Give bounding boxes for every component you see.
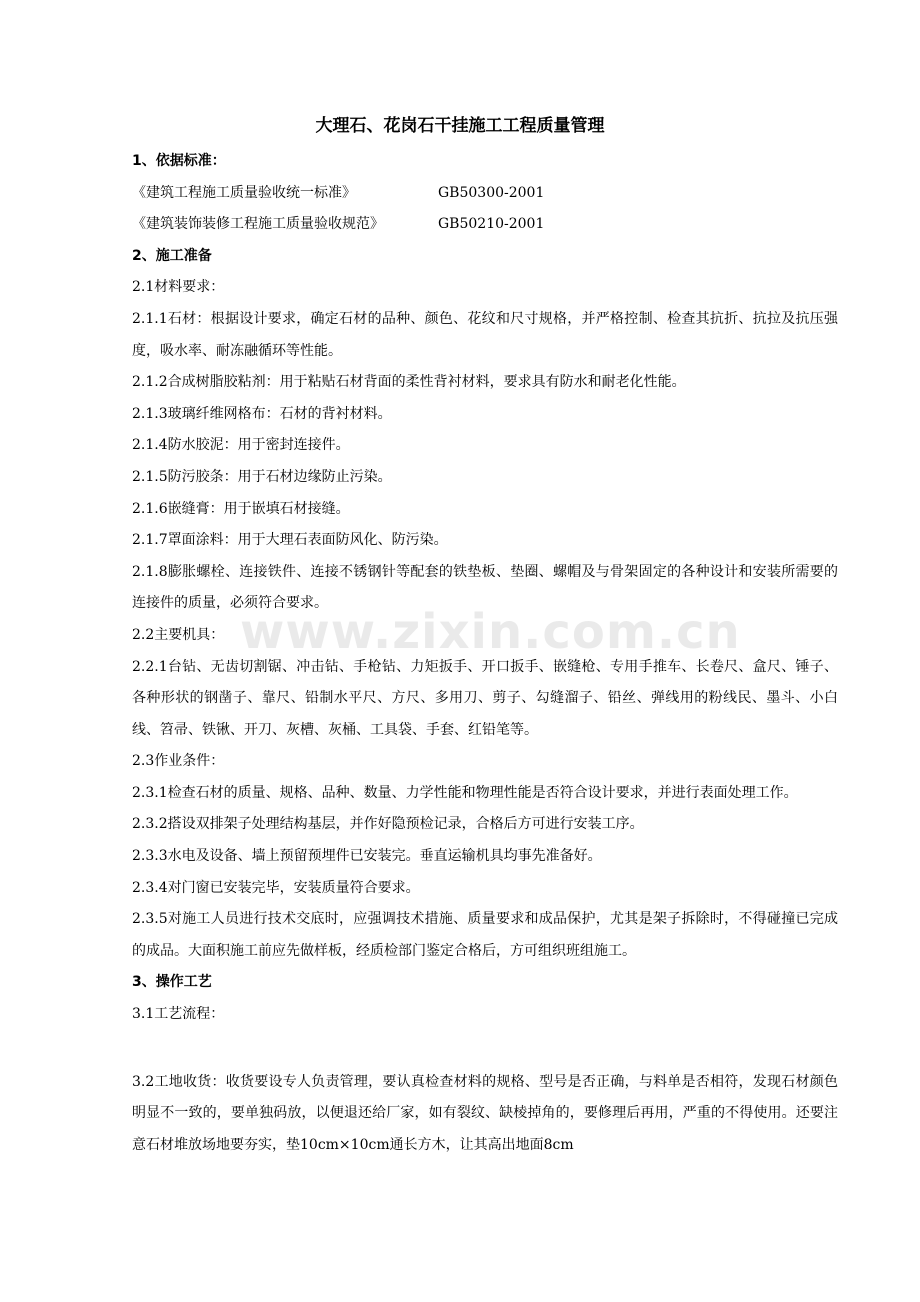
section-1-heading: 1、依据标准：: [132, 153, 226, 169]
paragraph-2-1-2: 2.1.2合成树脂胶粘剂：用于粘贴石材背面的柔性背衬材料，要求具有防水和耐老化性能。: [132, 374, 686, 391]
subsection-3-1-heading: 3.1工艺流程：: [132, 1006, 225, 1023]
paragraph-2-1-3: 2.1.3玻璃纤维网格布：石材的背衬材料。: [132, 405, 392, 422]
standard-code: GB50300-2001: [438, 184, 545, 201]
paragraph-3-2: 3.2工地收货：收货要设专人负责管理，要认真检查材料的规格、型号是否正确，与料单是否相符，发现石材颜色明显不一致的，要单独码放，以便退还给厂家，如有裂纹、缺棱掉角的，要修理后再用，严重的不得使用。还要注意石材堆放场地要夯实，垫10cm×10cm通长方木，让其高出地面8cm: [132, 1073, 838, 1153]
document-title: 大理石、花岗石干挂施工工程质量管理: [315, 116, 605, 136]
paragraph-2-3-2: 2.3.2搭设双排架子处理结构基层，并作好隐预检记录，合格后方可进行安装工序。: [132, 816, 644, 833]
standard-code: GB50210-2001: [438, 216, 545, 233]
standard-name: 《建筑工程施工质量验收统一标准》: [132, 184, 356, 201]
paragraph-2-1-8: 2.1.8膨胀螺栓、连接铁件、连接不锈钢针等配套的铁垫板、垫圈、螺帽及与骨架固定的各种设计和安装所需要的连接件的质量，必须符合要求。: [132, 563, 838, 612]
paragraph-2-1-6: 2.1.6嵌缝膏：用于嵌填石材接缝。: [132, 500, 350, 517]
paragraph-2-3-5: 2.3.5对施工人员进行技术交底时，应强调技术措施、质量要求和成品保护，尤其是架子拆除时，不得碰撞已完成的成品。大面积施工前应先做样板，经质检部门鉴定合格后，方可组织班组施工。: [132, 911, 838, 959]
standard-name: 《建筑装饰装修工程施工质量验收规范》: [132, 216, 384, 233]
standard-row: [132, 209, 838, 241]
paragraph-2-3-3: 2.3.3水电及设备、墙上预留预埋件已安装完。垂直运输机具均事先准备好。: [132, 848, 602, 865]
subsection-2-2-heading: 2.2主要机具：: [132, 626, 225, 643]
paragraph-2-3-1: 2.3.1检查石材的质量、规格、品种、数量、力学性能和物理性能是否符合设计要求，并进行表面处理工作。: [132, 784, 798, 801]
subsection-2-3-heading: 2.3作业条件：: [132, 753, 225, 770]
paragraph-2-1-5: 2.1.5防污胶条：用于石材边缘防止污染。: [132, 468, 392, 485]
section-3-heading: 3、操作工艺: [132, 974, 212, 991]
paragraph-2-3-4: 2.3.4对门窗已安装完毕，安装质量符合要求。: [132, 879, 420, 896]
paragraph-2-2-1: 2.2.1台钻、无齿切割锯、冲击钻、手枪钻、力矩扳手、开口扳手、嵌缝枪、专用手推车、长卷尺、盒尺、锤子、各种形状的钢凿子、靠尺、铅制水平尺、方尺、多用刀、剪子、勾缝溜子、铅丝、弹线用的粉线民、墨斗、小白线、笤帚、铁锹、开刀、灰槽、灰桶、工具袋、手套、红铅笔等。: [132, 658, 838, 738]
paragraph-2-1-1: 2.1.1石材：根据设计要求，确定石材的品种、颜色、花纹和尺寸规格，并严格控制、检查其抗折、抗拉及抗压强度，吸水率、耐冻融循环等性能。: [132, 310, 838, 359]
paragraph-2-1-7: 2.1.7罩面涂料：用于大理石表面防风化、防污染。: [132, 532, 448, 549]
flowchart-placeholder: [132, 1031, 838, 1067]
section-2-heading: 2、施工准备: [132, 247, 212, 264]
watermark: www.zixin.com.cn: [240, 604, 741, 660]
standard-row: [132, 178, 838, 210]
document-body: [132, 146, 838, 1161]
paragraph-2-1-4: 2.1.4防水胶泥：用于密封连接件。: [132, 437, 350, 454]
subsection-2-1-heading: 2.1材料要求：: [132, 279, 225, 296]
